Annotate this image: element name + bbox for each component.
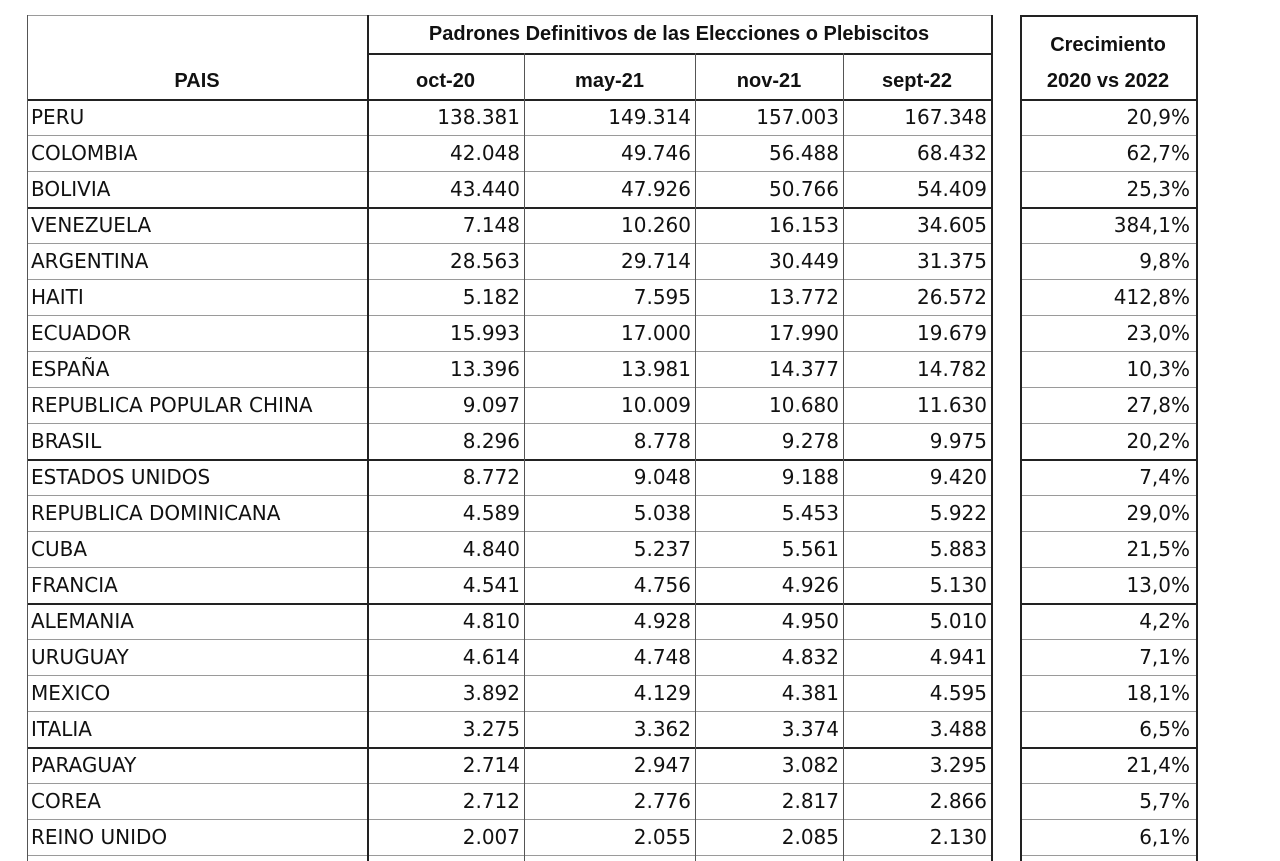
growth-cell: 21,4% [1126, 753, 1190, 777]
value-nov-21: 4.381 [781, 681, 839, 705]
growth-cell: 6,1% [1139, 825, 1190, 849]
value-may-21: 4.748 [633, 645, 691, 669]
row-border [27, 747, 991, 749]
header-nov-21: nov-21 [736, 70, 802, 92]
value-sept-22: 167.348 [904, 105, 987, 129]
value-sept-22: 3.295 [929, 753, 987, 777]
value-oct-20: 43.440 [450, 177, 520, 201]
value-nov-21: 3.374 [781, 717, 839, 741]
growth-row-border [1020, 459, 1196, 461]
column-gap [991, 135, 1020, 171]
value-nov-21: 9.278 [781, 429, 839, 453]
column-border [27, 15, 28, 861]
column-gap [991, 675, 1020, 711]
country-cell: PARAGUAY [31, 753, 137, 777]
column-gap [991, 423, 1020, 459]
row-border [27, 351, 991, 352]
growth-left-border [1020, 15, 1022, 861]
growth-row-border [1020, 495, 1196, 496]
growth-row-border [1020, 675, 1196, 676]
value-nov-21: 5.453 [781, 501, 839, 525]
header-may-21: may-21 [575, 70, 644, 92]
header-pais: PAIS [174, 70, 220, 92]
value-oct-20: 4.614 [462, 645, 520, 669]
row-border [27, 639, 991, 640]
row-border [27, 567, 991, 568]
column-gap [991, 567, 1020, 603]
growth-cell: 10,3% [1126, 357, 1190, 381]
value-oct-20: 28.563 [450, 249, 520, 273]
growth-cell: 7,1% [1139, 645, 1190, 669]
value-sept-22: 9.420 [929, 465, 987, 489]
column-gap [991, 207, 1020, 243]
row-border [27, 243, 991, 244]
value-may-21: 8.778 [633, 429, 691, 453]
country-cell: REPUBLICA DOMINICANA [31, 501, 281, 525]
growth-cell: 18,1% [1126, 681, 1190, 705]
value-nov-21: 17.990 [769, 321, 839, 345]
value-oct-20: 138.381 [437, 105, 520, 129]
column-gap [991, 747, 1020, 783]
column-gap [991, 99, 1020, 135]
row-border [27, 387, 991, 388]
country-cell: BRASIL [31, 429, 102, 453]
value-nov-21: 9.188 [781, 465, 839, 489]
value-nov-21: 16.153 [769, 213, 839, 237]
value-oct-20: 8.296 [462, 429, 520, 453]
value-sept-22: 4.595 [929, 681, 987, 705]
header-bottom-border [27, 99, 991, 101]
growth-row-border [1020, 171, 1196, 172]
top-border [27, 15, 991, 16]
value-nov-21: 4.926 [781, 573, 839, 597]
value-sept-22: 54.409 [917, 177, 987, 201]
country-cell: ALEMANIA [31, 609, 134, 633]
country-cell: VENEZUELA [31, 213, 152, 237]
header-sept-22: sept-22 [881, 70, 953, 92]
value-nov-21: 3.082 [781, 753, 839, 777]
row-border [27, 531, 991, 532]
column-gap [991, 711, 1020, 747]
value-sept-22: 2.866 [929, 789, 987, 813]
growth-header-line1: Crecimiento [1050, 34, 1166, 56]
growth-cell: 23,0% [1126, 321, 1190, 345]
growth-cell: 20,9% [1126, 105, 1190, 129]
growth-row-border [1020, 279, 1196, 280]
value-sept-22: 26.572 [917, 285, 987, 309]
value-may-21: 5.038 [633, 501, 691, 525]
value-may-21: 4.928 [633, 609, 691, 633]
value-nov-21: 13.772 [769, 285, 839, 309]
row-border [27, 711, 991, 712]
value-oct-20: 2.007 [462, 825, 520, 849]
value-nov-21: 2.085 [781, 825, 839, 849]
growth-header-bottom [1020, 99, 1196, 101]
growth-cell: 4,2% [1139, 609, 1190, 633]
value-oct-20: 2.712 [462, 789, 520, 813]
value-oct-20: 4.810 [462, 609, 520, 633]
country-cell: ECUADOR [31, 321, 131, 345]
row-border [27, 279, 991, 280]
column-gap [991, 495, 1020, 531]
growth-header-line2: 2020 vs 2022 [1046, 70, 1170, 92]
value-may-21: 149.314 [608, 105, 691, 129]
column-border [367, 15, 369, 861]
column-border [695, 53, 696, 861]
value-oct-20: 7.148 [462, 213, 520, 237]
growth-cell: 20,2% [1126, 429, 1190, 453]
growth-row-border [1020, 747, 1196, 749]
value-oct-20: 4.541 [462, 573, 520, 597]
value-nov-21: 5.561 [781, 537, 839, 561]
value-nov-21: 157.003 [756, 105, 839, 129]
growth-row-border [1020, 711, 1196, 712]
growth-cell: 29,0% [1126, 501, 1190, 525]
value-sept-22: 31.375 [917, 249, 987, 273]
value-sept-22: 19.679 [917, 321, 987, 345]
country-cell: REPUBLICA POPULAR CHINA [31, 393, 313, 417]
value-may-21: 4.129 [633, 681, 691, 705]
value-sept-22: 34.605 [917, 213, 987, 237]
growth-row-border [1020, 639, 1196, 640]
value-may-21: 49.746 [621, 141, 691, 165]
growth-row-border [1020, 819, 1196, 820]
value-oct-20: 3.892 [462, 681, 520, 705]
country-cell: COLOMBIA [31, 141, 138, 165]
column-gap [991, 783, 1020, 819]
super-header-underline [367, 53, 991, 55]
value-sept-22: 5.010 [929, 609, 987, 633]
growth-cell: 5,7% [1139, 789, 1190, 813]
growth-row-border [1020, 567, 1196, 568]
growth-row-border [1020, 603, 1196, 605]
growth-cell: 62,7% [1126, 141, 1190, 165]
growth-cell: 27,8% [1126, 393, 1190, 417]
value-sept-22: 5.922 [929, 501, 987, 525]
value-oct-20: 8.772 [462, 465, 520, 489]
column-border [524, 53, 525, 861]
value-nov-21: 2.817 [781, 789, 839, 813]
growth-row-border [1020, 531, 1196, 532]
country-cell: ITALIA [31, 717, 92, 741]
column-gap [991, 351, 1020, 387]
value-may-21: 2.055 [633, 825, 691, 849]
country-cell: URUGUAY [31, 645, 129, 669]
value-sept-22: 4.941 [929, 645, 987, 669]
value-nov-21: 10.680 [769, 393, 839, 417]
value-may-21: 10.260 [621, 213, 691, 237]
value-may-21: 2.776 [633, 789, 691, 813]
value-may-21: 10.009 [621, 393, 691, 417]
value-sept-22: 5.130 [929, 573, 987, 597]
row-border [27, 423, 991, 424]
column-gap [991, 315, 1020, 351]
value-may-21: 4.756 [633, 573, 691, 597]
country-cell: HAITI [31, 285, 84, 309]
value-may-21: 29.714 [621, 249, 691, 273]
country-cell: FRANCIA [31, 573, 118, 597]
super-header: Padrones Definitivos de las Elecciones o Plebiscitos [428, 23, 930, 45]
country-cell: BOLIVIA [31, 177, 111, 201]
value-may-21: 13.981 [621, 357, 691, 381]
column-gap [991, 531, 1020, 567]
value-sept-22: 5.883 [929, 537, 987, 561]
value-nov-21: 56.488 [769, 141, 839, 165]
value-sept-22: 3.488 [929, 717, 987, 741]
value-oct-20: 13.396 [450, 357, 520, 381]
column-border [991, 15, 993, 861]
column-gap [991, 243, 1020, 279]
growth-cell: 384,1% [1113, 213, 1190, 237]
row-border [27, 675, 991, 676]
row-border [27, 603, 991, 605]
value-oct-20: 15.993 [450, 321, 520, 345]
value-sept-22: 14.782 [917, 357, 987, 381]
column-gap [991, 387, 1020, 423]
column-gap [991, 171, 1020, 207]
growth-row-border [1020, 351, 1196, 352]
value-may-21: 5.237 [633, 537, 691, 561]
value-may-21: 17.000 [621, 321, 691, 345]
value-oct-20: 42.048 [450, 141, 520, 165]
value-oct-20: 5.182 [462, 285, 520, 309]
value-may-21: 9.048 [633, 465, 691, 489]
value-sept-22: 2.130 [929, 825, 987, 849]
value-oct-20: 4.840 [462, 537, 520, 561]
growth-row-border [1020, 855, 1196, 856]
growth-row-border [1020, 387, 1196, 388]
growth-row-border [1020, 783, 1196, 784]
growth-header [1020, 15, 1196, 99]
row-border [27, 135, 991, 136]
value-nov-21: 4.832 [781, 645, 839, 669]
column-gap [991, 639, 1020, 675]
country-cell: ARGENTINA [31, 249, 149, 273]
growth-row-border [1020, 207, 1196, 209]
row-border [27, 495, 991, 496]
column-border [843, 53, 844, 861]
growth-cell: 6,5% [1139, 717, 1190, 741]
growth-row-border [1020, 423, 1196, 424]
value-may-21: 2.947 [633, 753, 691, 777]
country-cell: REINO UNIDO [31, 825, 168, 849]
growth-row-border [1020, 315, 1196, 316]
row-border [27, 459, 991, 461]
row-border [27, 171, 991, 172]
value-sept-22: 68.432 [917, 141, 987, 165]
header-oct-20: oct-20 [416, 70, 475, 92]
value-nov-21: 14.377 [769, 357, 839, 381]
row-border [27, 315, 991, 316]
row-border [27, 783, 991, 784]
growth-cell: 412,8% [1113, 285, 1190, 309]
value-oct-20: 9.097 [462, 393, 520, 417]
growth-cell: 7,4% [1139, 465, 1190, 489]
column-header-row [27, 63, 991, 99]
country-cell: CUBA [31, 537, 88, 561]
row-border [27, 819, 991, 820]
value-nov-21: 50.766 [769, 177, 839, 201]
growth-cell: 21,5% [1126, 537, 1190, 561]
value-oct-20: 4.589 [462, 501, 520, 525]
country-cell: PERU [31, 105, 85, 129]
value-oct-20: 2.714 [462, 753, 520, 777]
growth-row-border [1020, 135, 1196, 136]
growth-cell: 9,8% [1139, 249, 1190, 273]
country-cell: ESTADOS UNIDOS [31, 465, 211, 489]
column-gap [991, 819, 1020, 855]
value-nov-21: 4.950 [781, 609, 839, 633]
country-cell: MEXICO [31, 681, 111, 705]
value-oct-20: 3.275 [462, 717, 520, 741]
growth-cell: 13,0% [1126, 573, 1190, 597]
growth-right-border [1196, 15, 1198, 861]
country-cell: ESPAÑA [31, 357, 110, 381]
value-nov-21: 30.449 [769, 249, 839, 273]
value-may-21: 3.362 [633, 717, 691, 741]
growth-row-border [1020, 243, 1196, 244]
value-may-21: 47.926 [621, 177, 691, 201]
value-sept-22: 9.975 [929, 429, 987, 453]
value-may-21: 7.595 [633, 285, 691, 309]
column-gap [991, 279, 1020, 315]
column-gap [991, 603, 1020, 639]
country-cell: COREA [31, 789, 101, 813]
row-border [27, 207, 991, 209]
growth-cell: 25,3% [1126, 177, 1190, 201]
row-border [27, 855, 991, 856]
column-gap [991, 459, 1020, 495]
value-sept-22: 11.630 [917, 393, 987, 417]
growth-top-border [1020, 15, 1196, 17]
